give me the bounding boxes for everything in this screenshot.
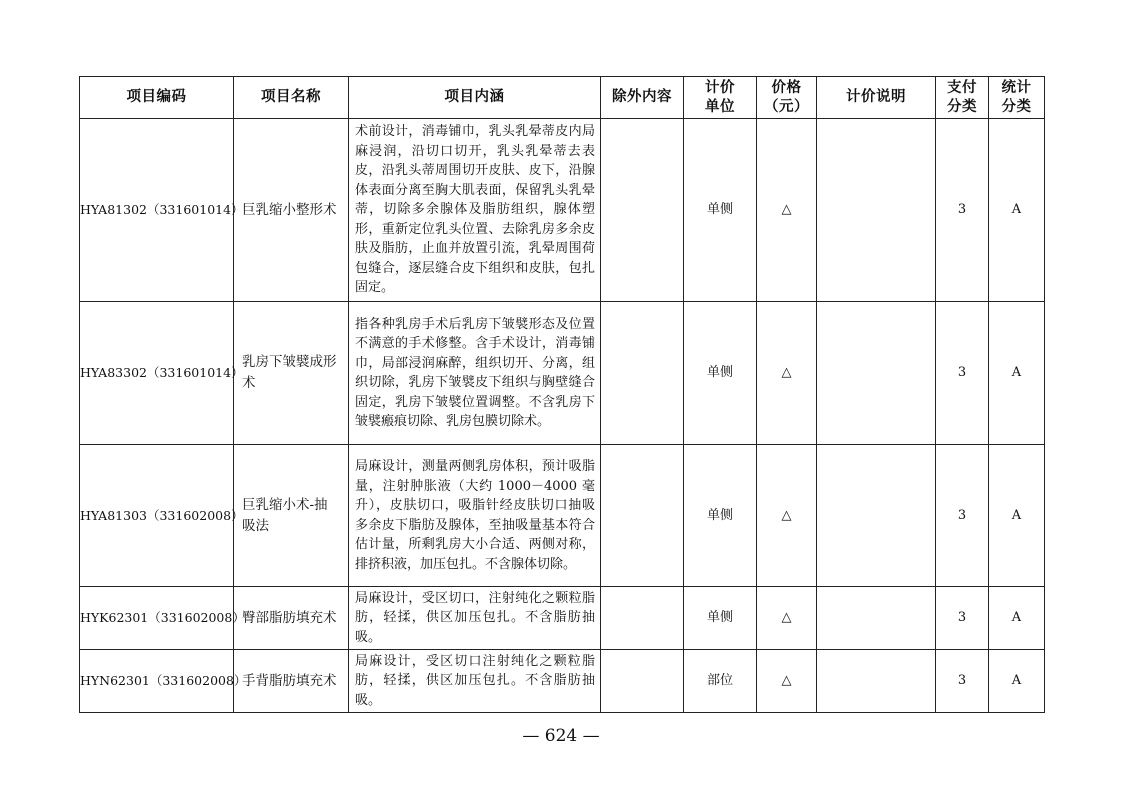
cell-payment-class: 3 (936, 587, 989, 650)
cell-code: HYA81302（331601014） (80, 119, 234, 302)
cell-price: △ (757, 587, 817, 650)
cell-name: 乳房下皱襞成形术 (234, 302, 349, 445)
cell-price: △ (757, 119, 817, 302)
cell-price: △ (757, 650, 817, 713)
header-name: 项目名称 (234, 77, 349, 119)
header-pricing-note: 计价说明 (817, 77, 936, 119)
cell-unit: 单侧 (684, 587, 757, 650)
cell-unit: 单侧 (684, 119, 757, 302)
header-unit-line1: 计价 (705, 79, 735, 96)
cell-content: 局麻设计，受区切口注射纯化之颗粒脂肪，轻揉，供区加压包扎。不含脂肪抽吸。 (349, 650, 601, 713)
cell-unit: 部位 (684, 650, 757, 713)
cell-price: △ (757, 302, 817, 445)
cell-stat-class: A (989, 445, 1045, 587)
cell-unit: 单侧 (684, 445, 757, 587)
cell-name: 臀部脂肪填充术 (234, 587, 349, 650)
header-exclusion: 除外内容 (601, 77, 684, 119)
cell-name: 巨乳缩小术-抽吸法 (234, 445, 349, 587)
table-row (80, 445, 1045, 587)
table-header (80, 77, 1045, 119)
header-stat-line2: 分类 (1001, 98, 1032, 115)
cell-payment-class: 3 (936, 445, 989, 587)
table-row (80, 587, 1045, 650)
cell-pricing-note (817, 445, 936, 587)
table-row (80, 650, 1045, 713)
cell-content: 局麻设计，受区切口，注射纯化之颗粒脂肪，轻揉，供区加压包扎。不含脂肪抽吸。 (349, 587, 601, 650)
cell-stat-class: A (989, 650, 1045, 713)
cell-stat-class: A (989, 587, 1045, 650)
cell-exclusion (601, 302, 684, 445)
header-code: 项目编码 (80, 77, 234, 119)
cell-content: 术前设计，消毒铺巾，乳头乳晕蒂皮内局麻浸润，沿切口切开，乳头乳晕蒂去表皮，沿乳头蒂周围切开皮肤、皮下，沿腺体表面分离至胸大肌表面，保留乳头乳晕蒂，切除多余腺体及脂肪组织，腺体塑形，重新定位乳头位置、去除乳房多余皮肤及脂肪，止血并放置引流，乳晕周围荷包缝合，逐层缝合皮下组织和皮肤，包扎固定。 (349, 119, 601, 302)
header-payment-class (936, 77, 989, 119)
cell-code: HYA83302（331601014） (80, 302, 234, 445)
cell-exclusion (601, 650, 684, 713)
cell-stat-class: A (989, 119, 1045, 302)
header-content: 项目内涵 (349, 77, 601, 119)
header-stat-line1: 统计 (1001, 79, 1032, 96)
table-body (80, 119, 1045, 713)
cell-payment-class: 3 (936, 119, 989, 302)
cell-payment-class: 3 (936, 302, 989, 445)
header-unit (684, 77, 757, 119)
cell-pricing-note (817, 119, 936, 302)
cell-code: HYN62301（331602008） (80, 650, 234, 713)
cell-code: HYA81303（331602008） (80, 445, 234, 587)
cell-pricing-note (817, 650, 936, 713)
cell-unit: 单侧 (684, 302, 757, 445)
cell-name: 手背脂肪填充术 (234, 650, 349, 713)
cell-stat-class: A (989, 302, 1045, 445)
cell-pricing-note (817, 302, 936, 445)
cell-content: 指各种乳房手术后乳房下皱襞形态及位置不满意的手术修整。含手术设计，消毒铺巾，局部浸润麻醉，组织切开、分离，组织切除，乳房下皱襞皮下组织与胸壁缝合固定，乳房下皱襞位置调整。不含乳房下皱襞瘢痕切除、乳房包膜切除术。 (349, 302, 601, 445)
table-row (80, 119, 1045, 302)
cell-pricing-note (817, 587, 936, 650)
cell-exclusion (601, 119, 684, 302)
header-price-line2: （元） (764, 98, 809, 115)
table-row (80, 302, 1045, 445)
cell-code: HYK62301（331602008） (80, 587, 234, 650)
header-payment-line2: 分类 (947, 98, 977, 115)
cell-payment-class: 3 (936, 650, 989, 713)
page-number: — 624 — (522, 726, 600, 746)
cell-exclusion (601, 445, 684, 587)
header-price-line1: 价格 (771, 79, 802, 96)
cell-content: 局麻设计，测量两侧乳房体积，预计吸脂量，注射肿胀液（大约 1000－4000 毫升），皮肤切口，吸脂针经皮肤切口抽吸多余皮下脂肪及腺体，至抽吸量基本符合估计量，所剩乳房大小合适、两侧对称，排挤积液，加压包扎。不含腺体切除。 (349, 445, 601, 587)
header-unit-line2: 单位 (705, 98, 735, 115)
cell-exclusion (601, 587, 684, 650)
header-price (757, 77, 817, 119)
pricing-table (79, 76, 1045, 713)
cell-price: △ (757, 445, 817, 587)
header-payment-line1: 支付 (947, 79, 977, 96)
cell-name: 巨乳缩小整形术 (234, 119, 349, 302)
header-stat-class (989, 77, 1045, 119)
